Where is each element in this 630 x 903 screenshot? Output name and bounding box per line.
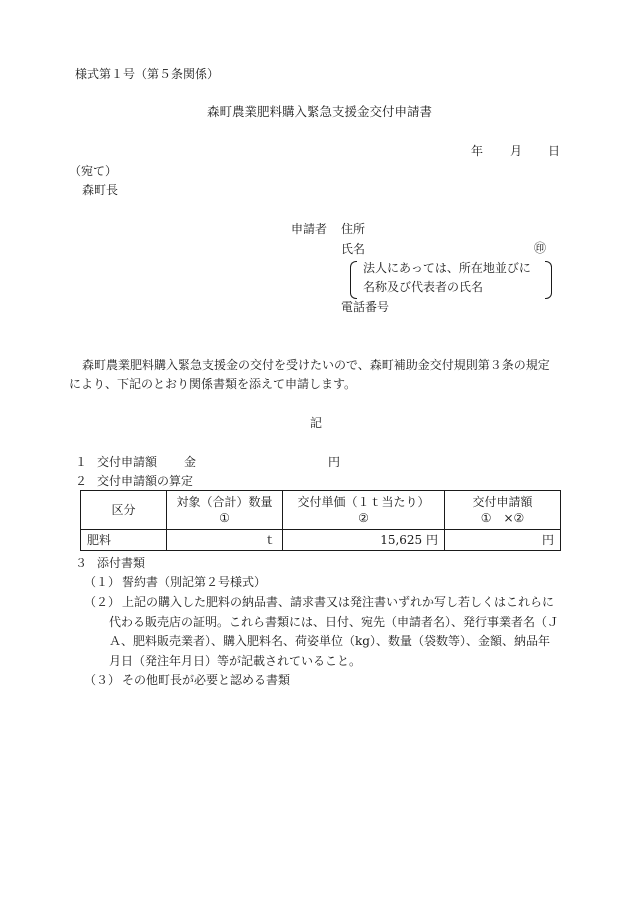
ki-heading: 記: [310, 416, 323, 430]
addressee-name: 森町長: [82, 183, 119, 197]
sub1-text: 誓約書（別記第２号様式）: [122, 575, 267, 589]
document-title: 森町農業肥料購入緊急支援金交付申請書: [207, 104, 433, 119]
seal-mark: ㊞: [534, 241, 547, 255]
header-quantity: 対象（合計）数量 ①: [167, 491, 283, 530]
date-month-label: 月: [510, 144, 523, 158]
sub1-number: （１）: [84, 575, 121, 589]
item2-label: 交付申請額の算定: [97, 474, 194, 488]
item1-yen: 円: [328, 455, 341, 469]
item3-number: ３: [75, 556, 88, 570]
note-right-brace: [545, 261, 552, 299]
item3-label: 添付書類: [97, 556, 146, 570]
sub3-text: その他町長が必要と認める書類: [122, 673, 291, 687]
sub2-line-4: 月日（発注年月日）等が記載されていること。: [109, 654, 362, 668]
address-label: 住所: [341, 222, 366, 236]
sub2-line-1: 上記の購入した肥料の納品書、請求書又は発注書いずれか写し若しくはこれらに: [122, 595, 555, 609]
item1-label: 交付申請額: [97, 455, 158, 469]
table-row: [81, 530, 561, 551]
note-line-2: 名称及び代表者の氏名: [363, 280, 484, 294]
phone-label: 電話番号: [341, 300, 390, 314]
header-amount: 交付申請額 ① ×②: [445, 491, 561, 530]
addressee-label: （宛て）: [69, 164, 118, 178]
body-line-1: 森町農業肥料購入緊急支援金の交付を受けたいので、森町補助金交付規則第３条の規定: [82, 358, 550, 372]
form-number: 様式第１号（第５条関係）: [75, 67, 220, 81]
sub3-number: （３）: [84, 673, 121, 687]
item1-number: １: [75, 455, 88, 469]
name-label: 氏名: [341, 242, 366, 256]
sub2-line-3: Ａ、肥料販売業者）、購入肥料名、荷姿単位（kg）、数量（袋数等）、金額、納品年: [109, 634, 550, 648]
table-header-row: [81, 491, 561, 530]
cell-unit-price: 15,625 円: [283, 530, 445, 551]
cell-quantity-unit: ｔ: [167, 530, 283, 551]
calculation-table: [80, 490, 561, 551]
header-category: 区分: [81, 491, 167, 530]
header-unit-price: 交付単価（１ｔ当たり） ②: [283, 491, 445, 530]
note-line-1: 法人にあっては、所在地並びに: [363, 261, 531, 275]
sub2-line-2: 代わる販売店の証明。これら書類には、日付、宛先（申請者名）、発行事業者名（Ｊ: [109, 615, 560, 629]
date-year-label: 年: [471, 144, 484, 158]
item1-kin: 金: [184, 455, 197, 469]
date-day-label: 日: [548, 144, 561, 158]
applicant-label: 申請者: [291, 222, 328, 236]
body-line-2: により、下記のとおり関係書類を添えて申請します。: [69, 377, 357, 391]
sub2-number: （２）: [84, 595, 121, 609]
note-left-brace: [350, 261, 357, 299]
item2-number: ２: [75, 474, 88, 488]
cell-amount-unit: 円: [445, 530, 561, 551]
cell-category: 肥料: [81, 530, 167, 551]
